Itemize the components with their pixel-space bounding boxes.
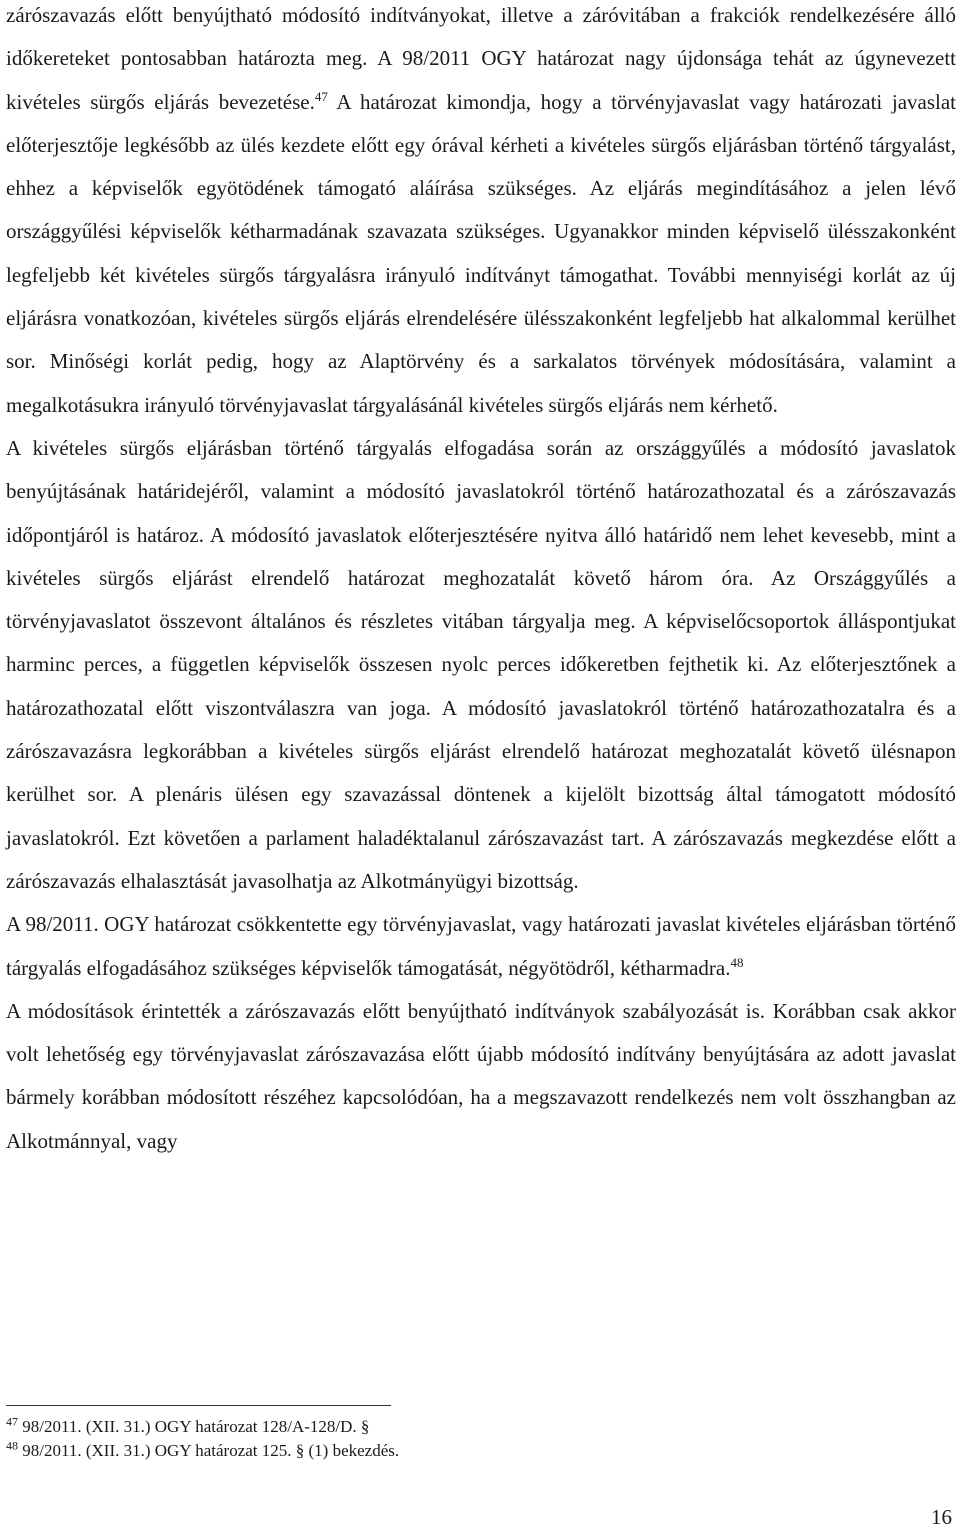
paragraph-1-text-a: zárószavazás előtt benyújtható módosító indítványokat, illetve a záróvitában a frakciók rendelkezésére álló időkereteket pontosabban határozta meg. A 98/2011 OGY határozat nagy újdonsága tehát az úgynevezett kivételes sürgős eljárás bevezetése. [6,3,956,114]
footnote-separator [6,1405,391,1406]
paragraph-4: A módosítások érintették a zárószavazás előtt benyújtható indítványok szabályozását is. Korábban csak akkor volt lehetőség egy törvényjavaslat zárószavazása előtt újabb módosító indítvány benyújtására az adott javaslat bármely korábban módosított részéhez kapcsolódóan, ha a megszavazott rendelkezés nem volt összhangban az Alkotmánnyal, vagy [6,998,956,1153]
paragraph-2: A kivételes sürgős eljárásban történő tárgyalás elfogadása során az országgyűlés a módosító javaslatok benyújtásának határidejéről, valamint a módosító javaslatokról történő határozathozatal és a zárószavazás időpontjáról is határoz. A módosító javaslatok előterjesztésére nyitva álló határidő nem lehet kevesebb, mint a kivételes sürgős eljárást elrendelő határozat meghozatalát követő három óra. Az Országgyűlés a törvényjavaslatot összevont általános és részletes vitában tárgyalja meg. A képviselőcsoportok álláspontjukat harminc perces, a független képviselők összesen nyolc perces időkeretben fejthetik ki. Az előterjesztőnek a határozathozatal előtt viszontválaszra van joga. A módosító javaslatokról történő határozathozatalra és a zárószavazásra legkorábban a kivételes sürgős eljárást elrendelő határozat meghozatalát követő ülésnapon kerülhet sor. A plenáris ülésen egy szavazással döntenek a kijelölt bizottság által támogatott módosító javaslatokról. Ezt követően a parlament haladéktalanul zárószavazást tart. A zárószavazás megkezdése előtt a zárószavazás elhalasztását javasolhatja az Alkotmányügyi bizottság. [6,435,956,893]
page-number: 16 [931,1505,952,1529]
footnote-ref-48[interactable]: 48 [730,954,744,970]
document-body [6,0,956,1163]
paragraph-1 [6,0,956,427]
footnotes [6,1415,946,1463]
footnote-48 [6,1439,946,1463]
footnote-number: 48 [6,1438,18,1453]
paragraph-1-text-b: A határozat kimondja, hogy a törvényjavaslat vagy határozati javaslat előterjesztője legkésőbb az ülés kezdete előtt egy órával kérheti a kivételes sürgős eljárásban történő tárgyalást, ehhez a képviselők egyötödének támogató aláírása szükséges. Az eljárás megindításához a jelen lévő országgyűlési képviselők kétharmadának szavazata szükséges. Ugyanakkor minden képviselő ülésszakonként legfeljebb két kivételes sürgős tárgyalásra irányuló indítványt támogathat. További mennyiségi korlát az új eljárásra vonatkozóan, kivételes sürgős eljárás elrendelésére ülésszakonként legfeljebb hat alkalommal kerülhet sor. Minőségi korlát pedig, hogy az Alaptörvény és a sarkalatos törvények módosítására, valamint a megalkotásukra irányuló törvényjavaslat tárgyalásánál kivételes sürgős eljárás nem kérhető. [6,89,957,417]
footnote-number: 47 [6,1414,18,1429]
paragraph-3-text-a: A 98/2011. OGY határozat csökkentette egy törvényjavaslat, vagy határozati javaslat kivételes eljárásban történő tárgyalás elfogadásához szükséges képviselők támogatását, négyötödről, kétharmadra. [6,912,956,980]
paragraph-3 [6,903,956,990]
footnote-47 [6,1415,946,1439]
footnote-text: 98/2011. (XII. 31.) OGY határozat 128/A-128/D. § [22,1417,370,1436]
footnote-ref-47[interactable]: 47 [314,88,328,104]
footnote-text: 98/2011. (XII. 31.) OGY határozat 125. § (1) bekezdés. [22,1441,400,1460]
